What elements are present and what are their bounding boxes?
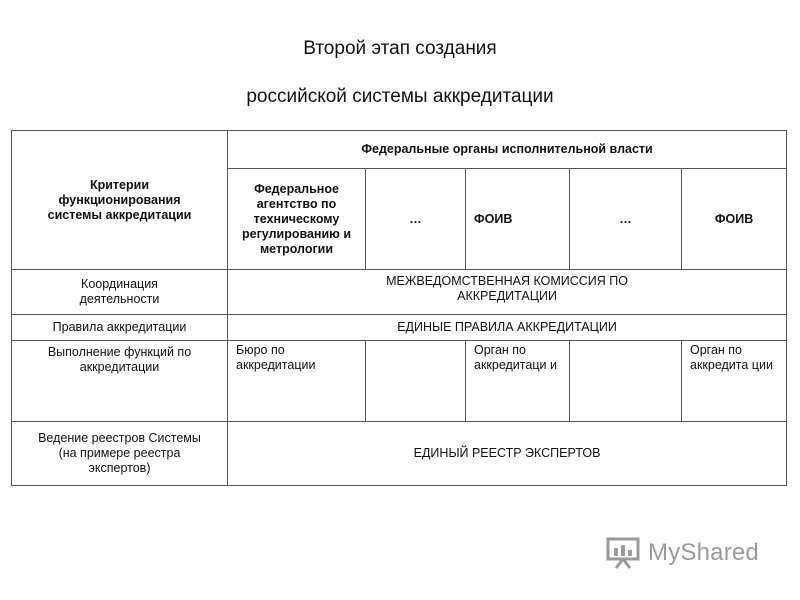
feov-header: Федеральные органы исполнительной власти — [228, 131, 787, 169]
criteria-header: Критерии функционирования системы аккредитации — [47, 177, 192, 222]
subheader-rosstandart: Федеральное агентство по техническому регулированию и метрологии — [228, 169, 366, 270]
row-label-rules: Правила аккредитации — [12, 315, 228, 341]
row-value-rules: ЕДИНЫЕ ПРАВИЛА АККРЕДИТАЦИИ — [228, 315, 787, 341]
row-label-coordination: Координация деятельности — [12, 270, 228, 315]
cell-organ-2: Орган по аккредита ции — [682, 341, 787, 422]
table-row — [12, 270, 787, 315]
cell-empty-2 — [570, 341, 682, 422]
header-row — [12, 131, 787, 169]
table-row — [12, 315, 787, 341]
slide-title-line-2: российской системы аккредитации — [246, 86, 554, 107]
cell-organ-1: Орган по аккредитаци и — [466, 341, 570, 422]
subheader-ellipsis-1: … — [366, 169, 466, 270]
row-label-registry: Ведение реестров Системы (на примере реестра экспертов) — [12, 422, 228, 486]
slide-title-line-1: Второй этап создания — [303, 38, 497, 59]
myshared-logo — [606, 536, 759, 570]
subheader-foiv-2: ФОИВ — [682, 169, 787, 270]
row-label-functions: Выполнение функций по аккредитации — [12, 341, 228, 422]
row-value-coordination: МЕЖВЕДОМСТВЕННАЯ КОМИССИЯ ПО АККРЕДИТАЦИИ — [228, 270, 787, 315]
table-row — [12, 341, 787, 422]
row-value-registry: ЕДИНЫЙ РЕЕСТР ЭКСПЕРТОВ — [228, 422, 787, 486]
table-row — [12, 422, 787, 486]
cell-empty-1 — [366, 341, 466, 422]
subheader-ellipsis-2: … — [570, 169, 682, 270]
subheader-foiv-1: ФОИВ — [466, 169, 570, 270]
cell-bureau: Бюро по аккредитации — [228, 341, 366, 422]
criteria-header-cell — [12, 131, 228, 270]
presentation-board-icon — [606, 536, 642, 570]
accreditation-table — [11, 130, 787, 486]
myshared-logo-text: MyShared — [648, 539, 759, 566]
